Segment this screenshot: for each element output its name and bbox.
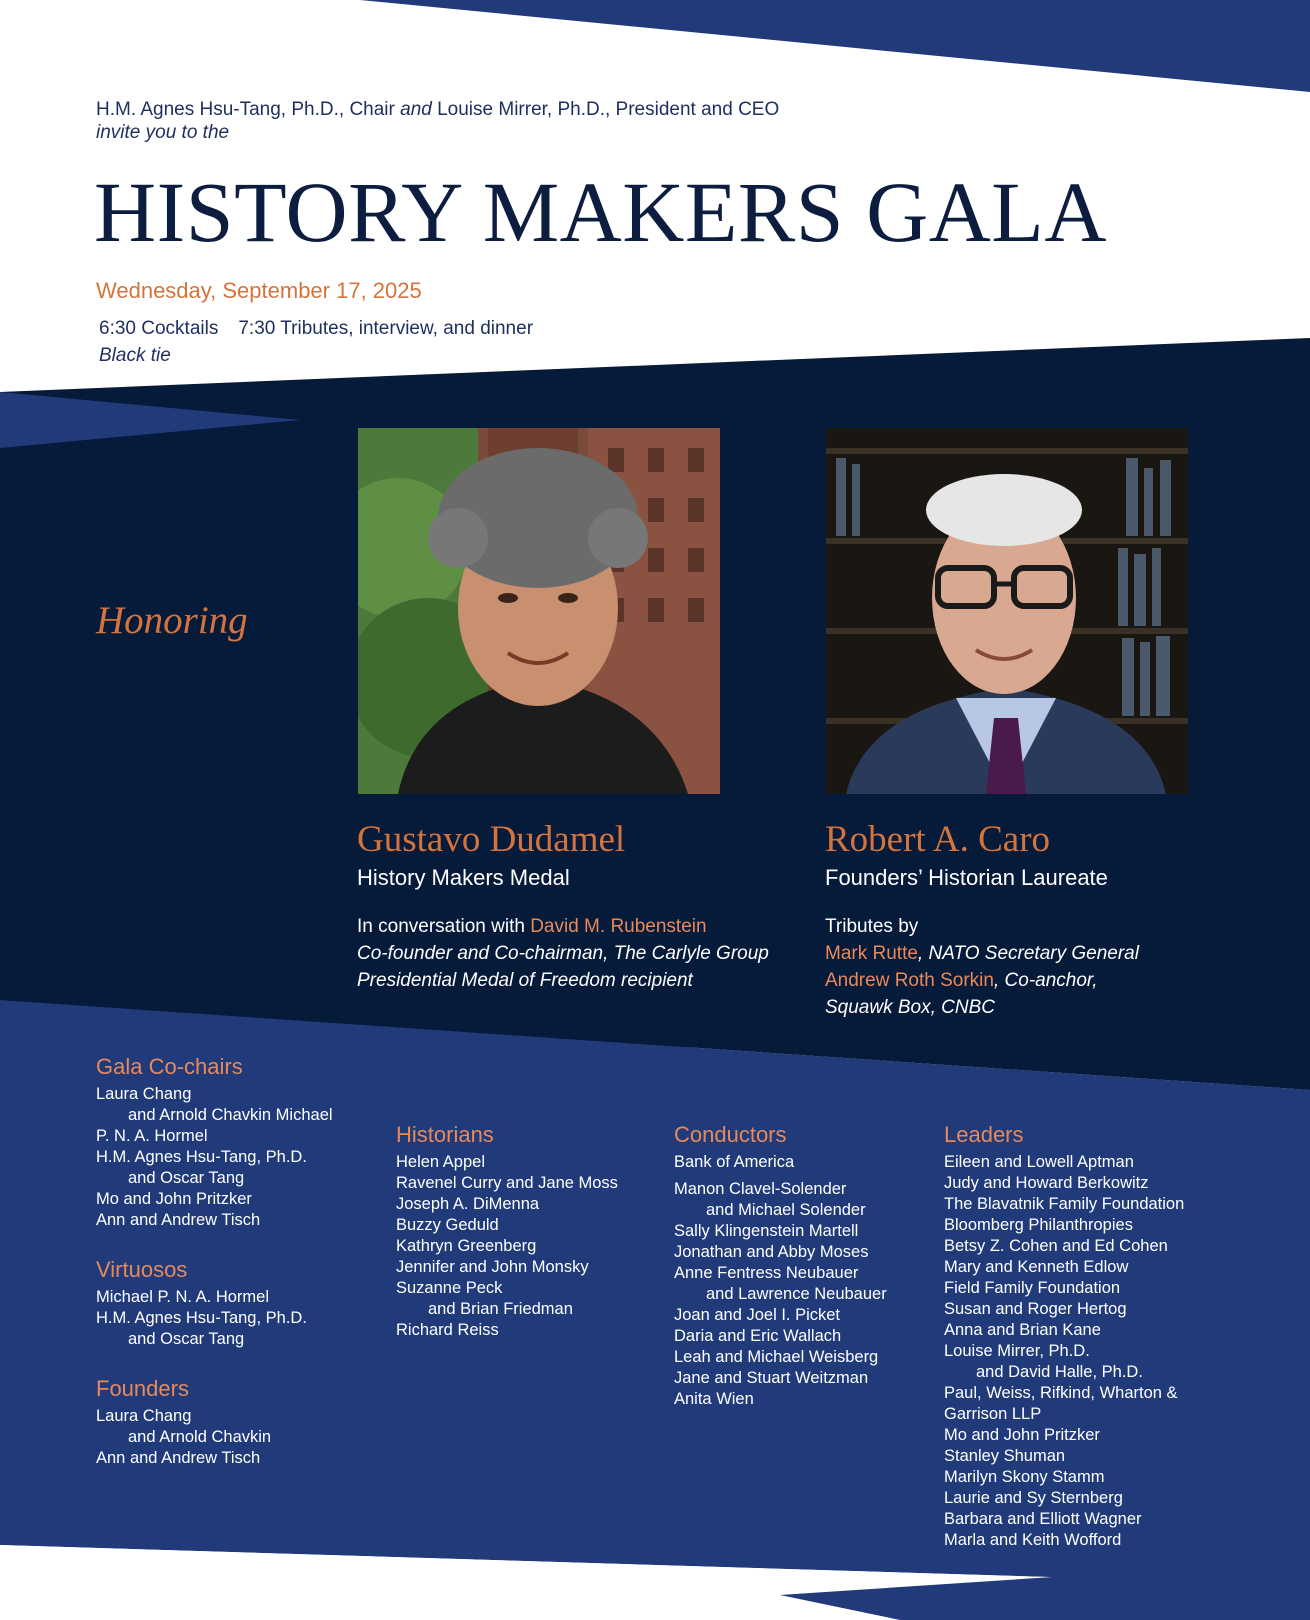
list-item: Susan and Roger Hertog <box>944 1300 1127 1318</box>
list-item: Paul, Weiss, Rifkind, Wharton & <box>944 1384 1178 1402</box>
section-heading: Virtuosos <box>96 1257 188 1282</box>
list-item: Michael P. N. A. Hormel <box>96 1288 270 1306</box>
section-virtuosos <box>96 1257 333 1350</box>
time-cocktails: 6:30 Cocktails <box>99 318 219 339</box>
list-item: Field Family Foundation <box>944 1279 1121 1297</box>
list-item: Betsy Z. Cohen and Ed Cohen <box>944 1237 1168 1255</box>
section-heading: Gala Co-chairs <box>96 1054 243 1079</box>
list-item: Eileen and Lowell Aptman <box>944 1153 1134 1171</box>
tributes-block: Tributes by Mark Rutte, NATO Secretary General Andrew Roth Sorkin, Co-anchor, Squawk Box, CNBC <box>825 916 1139 1018</box>
list-item: Ann and Andrew Tisch <box>96 1211 261 1229</box>
conversation-guest: David M. Rubenstein <box>530 916 707 937</box>
list-item: P. N. A. Hormel <box>96 1127 208 1145</box>
list-item: Anne Fentress Neubauer <box>674 1264 859 1282</box>
list-item: Richard Reiss <box>396 1321 499 1339</box>
honoree-name: Robert A. Caro <box>825 819 1051 860</box>
list-item: Buzzy Geduld <box>396 1216 499 1234</box>
list-item: Laura Chang <box>96 1085 192 1103</box>
honoree-photo-dudamel <box>358 428 720 794</box>
list-item: Bank of America <box>674 1153 795 1171</box>
list-item: and Michael Solender <box>706 1201 866 1219</box>
section-founders <box>96 1376 333 1469</box>
list-item: Marilyn Skony Stamm <box>944 1468 1105 1486</box>
section-gala-cochairs <box>96 1054 333 1231</box>
tribute-name: Andrew Roth Sorkin <box>825 970 994 991</box>
list-item: Bloomberg Philanthropies <box>944 1216 1133 1234</box>
list-item: Sally Klingenstein Martell <box>674 1222 859 1240</box>
honoring-label: Honoring <box>96 599 248 642</box>
list-item: Barbara and Elliott Wagner <box>944 1510 1142 1528</box>
list-item: and Oscar Tang <box>128 1330 245 1348</box>
list-item: and Brian Friedman <box>428 1300 573 1318</box>
list-item: Kathryn Greenberg <box>396 1237 537 1255</box>
list-item: Mary and Kenneth Edlow <box>944 1258 1129 1276</box>
list-item: Judy and Howard Berkowitz <box>944 1174 1149 1192</box>
invite-text: invite you to the <box>96 122 230 143</box>
section-heading: Founders <box>96 1376 189 1401</box>
conversation-block: In conversation with David M. Rubenstein Co-founder and Co-chairman, The Carlyle Group Presidential Medal of Freedom recipient <box>357 916 769 991</box>
honoree-caro <box>825 818 1139 1021</box>
section-leaders <box>944 1122 1184 1551</box>
event-schedule <box>99 318 533 340</box>
list-item: Joan and Joel I. Picket <box>674 1306 841 1324</box>
honoree-name: Gustavo Dudamel <box>357 819 626 860</box>
page-title: HISTORY MAKERS GALA <box>94 164 1107 260</box>
list-item: Jonathan and Abby Moses <box>674 1243 869 1261</box>
honoree-award: Founders’ Historian Laureate <box>825 865 1108 890</box>
event-date: Wednesday, September 17, 2025 <box>96 278 422 303</box>
section-heading: Historians <box>396 1122 494 1147</box>
list-item: Stanley Shuman <box>944 1447 1066 1465</box>
list-item: Mo and John Pritzker <box>96 1190 252 1208</box>
list-item: and Arnold Chavkin <box>128 1428 272 1446</box>
list-item: and Lawrence Neubauer <box>706 1285 887 1303</box>
list-item: Anna and Brian Kane <box>944 1321 1101 1339</box>
time-dinner: 7:30 Tributes, interview, and dinner <box>238 318 534 339</box>
list-item: Anita Wien <box>674 1390 754 1408</box>
tribute-name: Mark Rutte <box>825 943 918 964</box>
list-item: Leah and Michael Weisberg <box>674 1348 879 1366</box>
list-item: Jane and Stuart Weitzman <box>674 1369 869 1387</box>
honoree-dudamel <box>357 818 769 994</box>
list-item: Louise Mirrer, Ph.D. <box>944 1342 1090 1360</box>
list-item: Laura Chang <box>96 1407 192 1425</box>
list-item: Suzanne Peck <box>396 1279 503 1297</box>
dress-code: Black tie <box>99 345 171 366</box>
list-item: Laurie and Sy Sternberg <box>944 1489 1123 1507</box>
list-item: Ravenel Curry and Jane Moss <box>396 1174 618 1192</box>
section-conductors <box>674 1122 887 1410</box>
hosts-line: H.M. Agnes Hsu-Tang, Ph.D., Chair and Louise Mirrer, Ph.D., President and CEO invite you to the <box>96 99 780 143</box>
section-heading: Conductors <box>674 1122 787 1147</box>
section-historians <box>396 1122 618 1341</box>
list-item: Helen Appel <box>396 1153 485 1171</box>
list-item: and Arnold Chavkin Michael <box>128 1106 333 1124</box>
list-item: and Oscar Tang <box>128 1169 245 1187</box>
list-item: Ann and Andrew Tisch <box>96 1449 261 1467</box>
list-item: Marla and Keith Wofford <box>944 1531 1122 1549</box>
list-item: and David Halle, Ph.D. <box>976 1363 1143 1381</box>
honoree-photo-caro <box>826 428 1188 794</box>
committee-column-1 <box>96 1054 333 1495</box>
section-heading: Leaders <box>944 1122 1024 1147</box>
list-item: The Blavatnik Family Foundation <box>944 1195 1185 1213</box>
list-item: Jennifer and John Monsky <box>396 1258 589 1276</box>
list-item: Joseph A. DiMenna <box>396 1195 540 1213</box>
list-item: Daria and Eric Wallach <box>674 1327 842 1345</box>
list-item: Garrison LLP <box>944 1405 1042 1423</box>
list-item: Mo and John Pritzker <box>944 1426 1100 1444</box>
list-item: H.M. Agnes Hsu-Tang, Ph.D. <box>96 1309 307 1327</box>
list-item: Manon Clavel-Solender <box>674 1180 847 1198</box>
honoree-award: History Makers Medal <box>357 865 570 890</box>
list-item: H.M. Agnes Hsu-Tang, Ph.D. <box>96 1148 307 1166</box>
